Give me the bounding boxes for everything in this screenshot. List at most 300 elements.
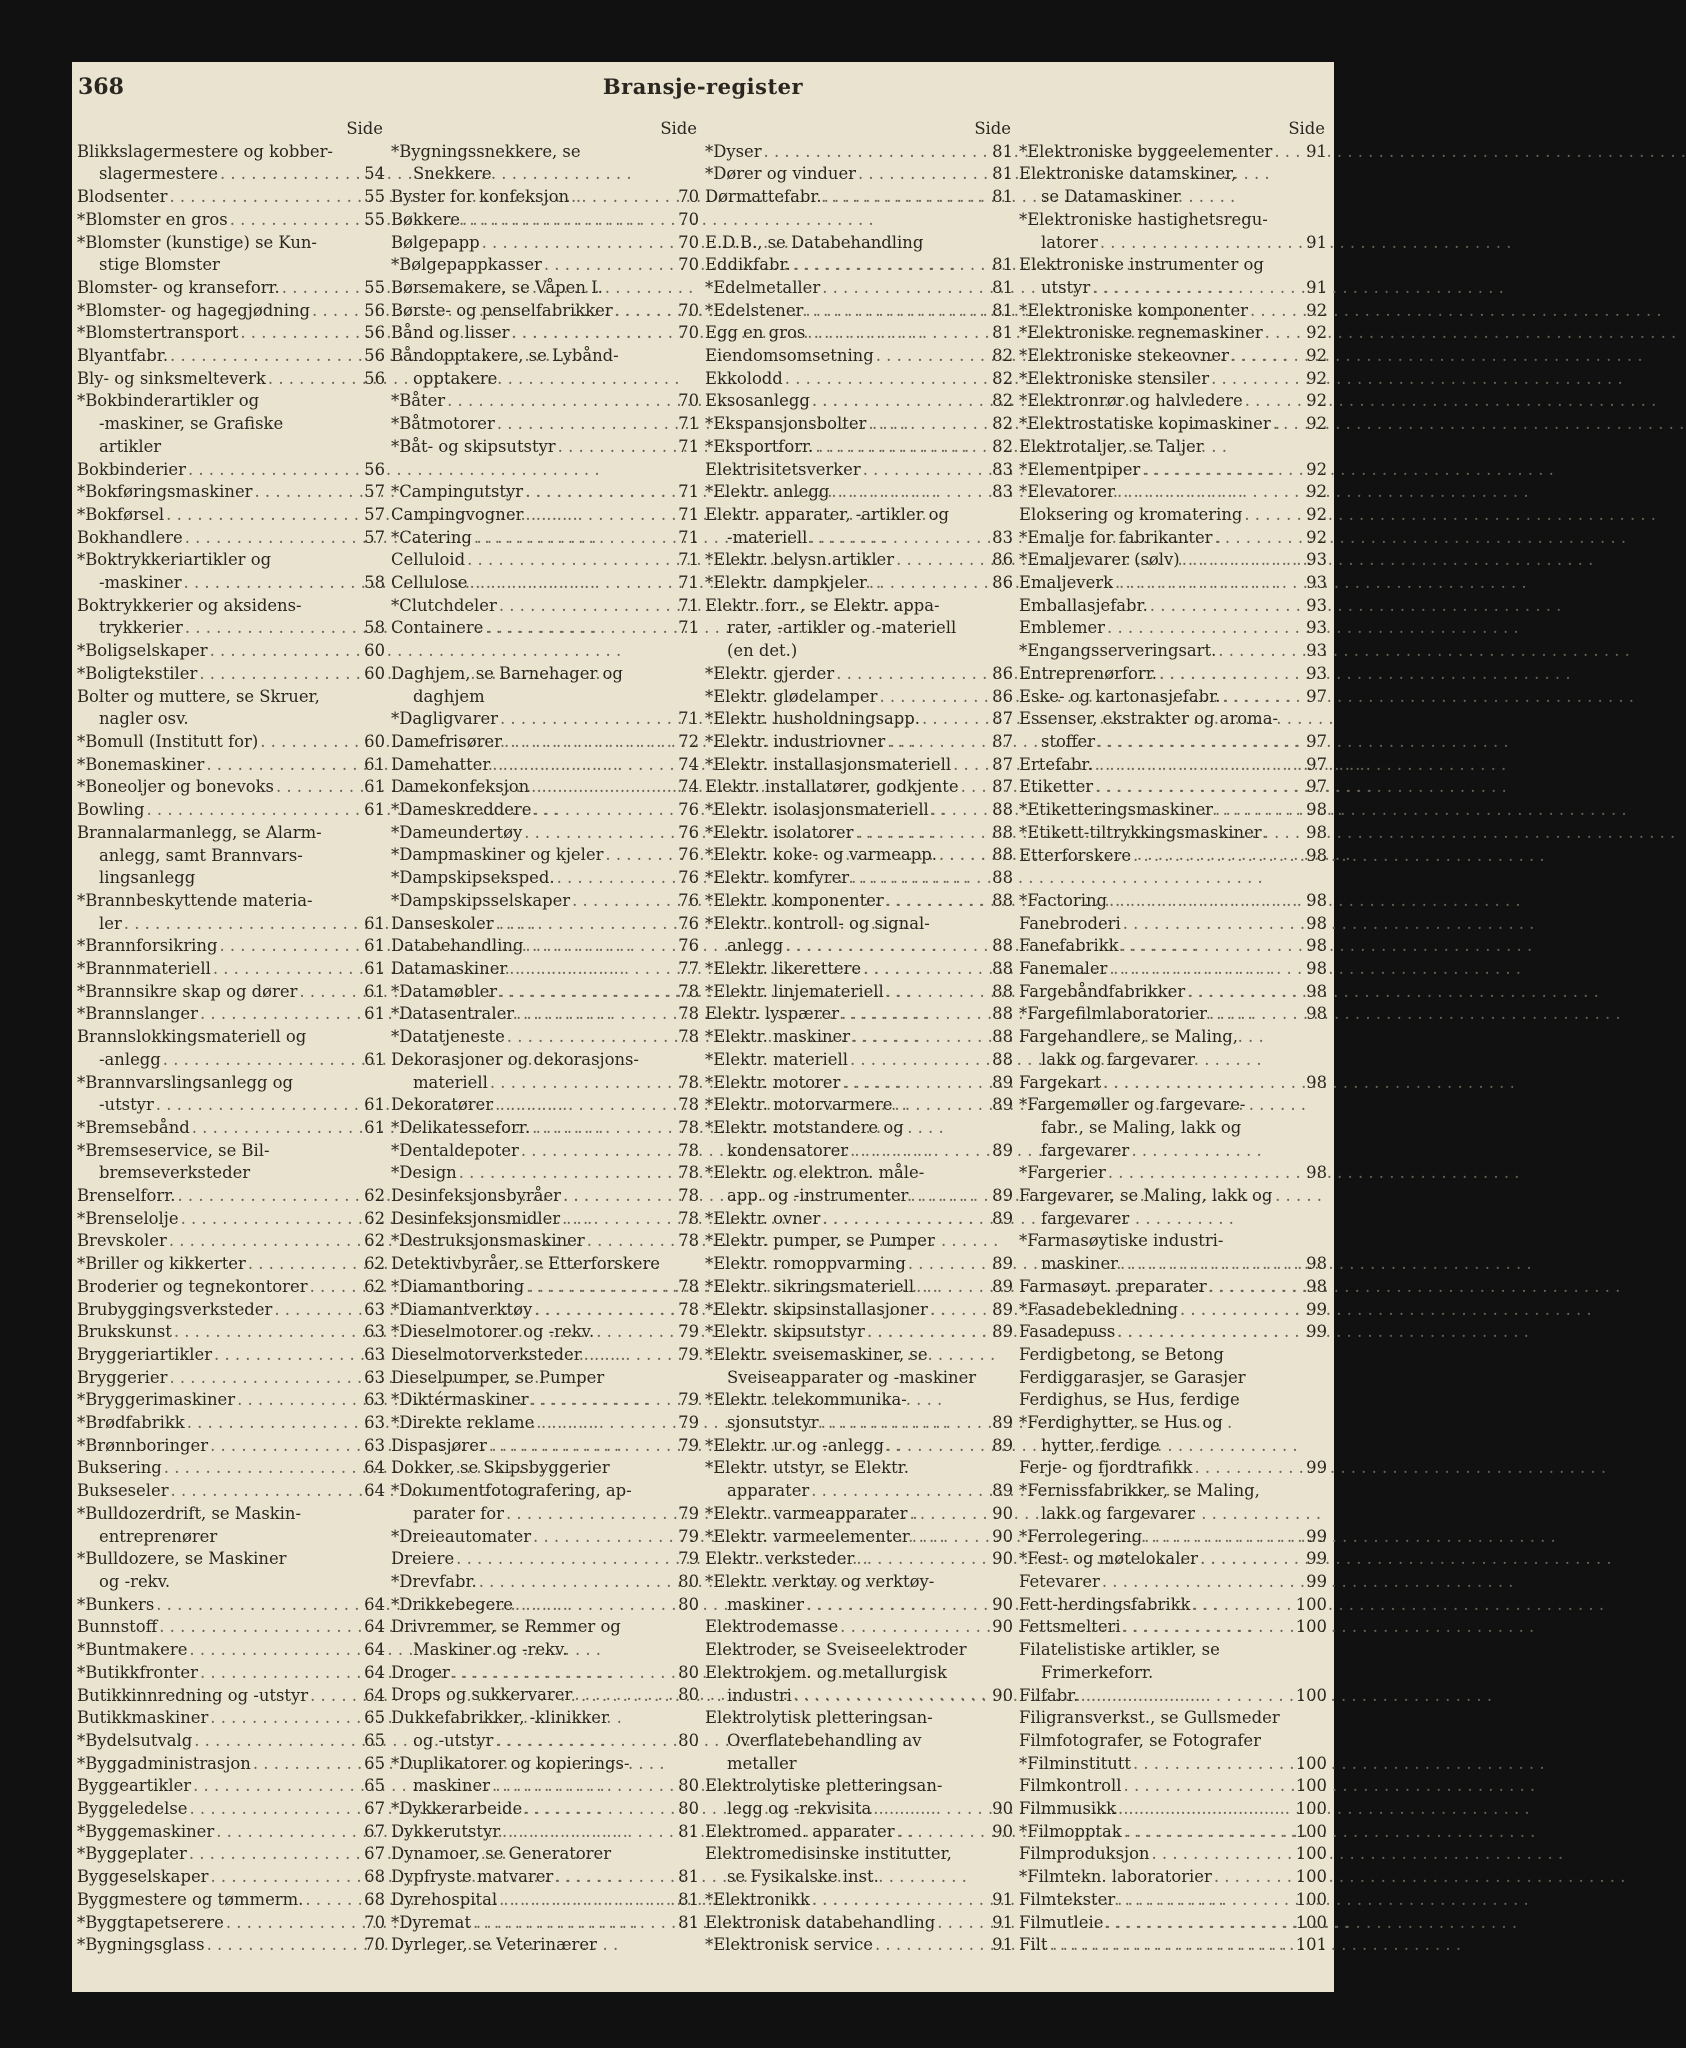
entry-page: 98 [1306, 959, 1327, 978]
entry-label: legg og -rekvisita [727, 1799, 872, 1819]
dot-leader [562, 1208, 671, 1231]
index-entry [705, 345, 1013, 368]
entry-label: Bunnstoff [77, 1617, 158, 1637]
entry-page: 79 [678, 1549, 699, 1569]
entry-label: Ekkolodd [705, 368, 783, 388]
dot-leader [169, 1230, 357, 1253]
entry-label: *Bydelsutvalg [77, 1730, 193, 1750]
index-entry [77, 1276, 385, 1299]
entry-page: 74 [678, 777, 699, 797]
index-entry: *Elektr. sveisemaskiner, se [705, 1344, 928, 1364]
dot-leader [1211, 368, 1299, 391]
entry-label: *Delikatesseforr. [391, 1117, 531, 1137]
entry-label: *Brenselolje [77, 1208, 179, 1228]
index-entry-continuation: opptakere [413, 368, 498, 388]
dot-leader [1218, 640, 1299, 663]
index-entry [1019, 1594, 1327, 1617]
entry-page: 61 [364, 800, 385, 820]
index-entry-continuation: Maskiner og -rekv. [413, 1640, 568, 1660]
index-entry [705, 300, 1013, 323]
index-entry [1019, 935, 1327, 958]
entry-page: 68 [364, 1889, 385, 1909]
entry-label: *Elektroniske stekeovner [1019, 346, 1229, 366]
entry-label: *Boligtekstiler [77, 663, 198, 683]
index-entry [705, 1889, 1013, 1912]
dot-leader [574, 1684, 671, 1707]
index-entry [1019, 1571, 1327, 1594]
dot-leader [492, 754, 671, 777]
entry-page: 97 [1306, 777, 1327, 797]
dot-leader [842, 1072, 985, 1095]
entry-page: 78 [678, 1117, 699, 1137]
index-entry [1019, 663, 1327, 686]
entry-label: *Båtmotorer [391, 414, 495, 434]
index-entry [77, 1753, 385, 1776]
index-entry [77, 322, 385, 345]
entry-label: *Datamøbler [391, 981, 498, 1001]
index-entry [705, 1276, 1013, 1299]
entry-label: Butikkmaskiner [77, 1708, 209, 1728]
entry-page: 90 [992, 1549, 1013, 1569]
index-entry: Børsemakere, se Våpen I. [391, 277, 603, 297]
entry-label: -utstyr [99, 1095, 154, 1115]
entry-label: *Elektr. koke- og varmeapp. [705, 845, 937, 865]
entry-label: Elektr. verksteder [705, 1549, 855, 1569]
index-entry [391, 1526, 699, 1549]
entry-page: 97 [1306, 754, 1327, 774]
index-entry [391, 481, 699, 504]
entry-page: 89 [992, 1254, 1013, 1274]
index-entry [1019, 617, 1327, 640]
entry-label: *Campingutstyr [391, 482, 524, 502]
dot-leader [220, 163, 357, 186]
index-entry: *Fargemøller og fargevare- [1019, 1095, 1246, 1115]
index-column [391, 118, 699, 1957]
entry-page: 101 [1295, 1935, 1327, 1955]
index-entry-continuation: stige Blomster [99, 255, 220, 275]
index-entry [705, 1321, 1013, 1344]
dot-leader [605, 844, 671, 867]
index-entry [77, 277, 385, 300]
index-entry-continuation [391, 1503, 699, 1526]
dot-leader [836, 663, 985, 686]
entry-page: 88 [992, 1027, 1013, 1047]
entry-label: slagermestere [99, 164, 218, 184]
entry-page: 81 [678, 1889, 699, 1909]
entry-label: -maskiner [99, 573, 182, 593]
index-entry-continuation: artikler [99, 436, 162, 456]
entry-page: 71 [678, 504, 699, 524]
dot-leader [886, 1435, 985, 1458]
entry-page: 76 [678, 890, 699, 910]
entry-label: *Buntmakere [77, 1640, 188, 1660]
index-entry [391, 209, 699, 232]
entry-page: 88 [992, 959, 1013, 978]
dot-leader [509, 958, 671, 981]
dot-leader [896, 549, 985, 572]
index-entry [77, 1185, 385, 1208]
entry-page: 65 [364, 1708, 385, 1728]
entry-label: *Brannforsikring [77, 936, 218, 956]
dot-leader [1133, 845, 1299, 868]
entry-page: 88 [992, 868, 1013, 888]
entry-label: latorer [1041, 232, 1098, 252]
entry-page: 61 [364, 1049, 385, 1069]
entry-page: 76 [678, 936, 699, 956]
index-entry [705, 1253, 1013, 1276]
entry-page: 86 [992, 663, 1013, 683]
dot-leader [525, 935, 671, 958]
entry-page: 56 [364, 368, 385, 388]
dot-leader [931, 799, 985, 822]
entry-label: Filt [1019, 1935, 1048, 1955]
entry-page: 100 [1295, 1799, 1327, 1819]
dot-leader [557, 867, 671, 890]
entry-page: 80 [678, 1776, 699, 1796]
dot-leader [1250, 300, 1299, 323]
dot-leader [474, 527, 671, 550]
index-entry [391, 413, 699, 436]
dot-leader [1215, 799, 1299, 822]
index-entry [391, 844, 699, 867]
entry-page: 92 [1306, 482, 1327, 502]
index-entry [77, 1412, 385, 1435]
index-entry-continuation [705, 935, 1013, 958]
entry-label: *Bokførsel [77, 504, 165, 524]
entry-page: 70 [678, 391, 699, 411]
entry-page: 81 [992, 277, 1013, 297]
index-entry-continuation: lakk og fargevarer [1041, 1049, 1195, 1069]
entry-page: 61 [364, 777, 385, 797]
dot-leader [869, 572, 985, 595]
entry-page: 63 [364, 1344, 385, 1364]
index-entry: *Bremseservice, se Bil- [77, 1140, 270, 1160]
entry-page: 77 [678, 958, 699, 978]
index-entry: Daghjem, se Barnehager og [391, 663, 623, 683]
index-entry: *Brannbeskyttende materia- [77, 890, 313, 910]
index-entry [705, 1208, 1013, 1231]
dot-leader [525, 504, 671, 527]
index-entry [1019, 1866, 1327, 1889]
index-entry-continuation [705, 527, 1013, 550]
index-entry: Dokker, se Skipsbyggerier [391, 1458, 610, 1478]
entry-label: *Datatjeneste [391, 1027, 505, 1047]
index-entry [391, 1321, 699, 1344]
index-entry [391, 322, 699, 345]
index-entry-continuation [705, 1685, 1013, 1708]
index-entry [77, 1866, 385, 1889]
index-entry [705, 413, 1013, 436]
dot-leader [841, 1003, 985, 1026]
entry-label: *Elektr. anlegg [705, 482, 830, 502]
index-entry [705, 776, 1013, 799]
index-entry-continuation: daghjem [413, 686, 485, 706]
entry-page: 80 [678, 1571, 699, 1591]
dot-leader [531, 1389, 671, 1412]
index-entry: Elektrokjem. og metallurgisk [705, 1662, 947, 1682]
entry-label: *Diamantboring [391, 1276, 525, 1296]
entry-page: 87 [992, 777, 1013, 797]
index-entry [391, 1412, 699, 1435]
dot-leader [169, 186, 357, 209]
index-entry-continuation: Snekkere [413, 164, 492, 184]
entry-label: Campingvogner [391, 504, 524, 524]
index-entry: *Elektr. og elektron. måle- [705, 1163, 925, 1183]
index-entry-continuation: metaller [727, 1753, 797, 1773]
entry-label: *Drikkebegere [391, 1594, 513, 1614]
dot-leader [1080, 1685, 1293, 1708]
index-entry-continuation [77, 913, 385, 936]
entry-label: Fanemaler [1019, 959, 1108, 978]
entry-label: og -utstyr [413, 1730, 494, 1750]
index-entry [391, 890, 699, 913]
dot-leader [489, 1435, 671, 1458]
dot-leader [916, 1276, 985, 1299]
dot-leader [189, 1798, 357, 1821]
entry-label: *Eksportforr. [705, 436, 814, 456]
entry-label: *Emaljevarer (sølv) [1019, 550, 1180, 570]
dot-leader [524, 1798, 671, 1821]
entry-page: 55 [364, 277, 385, 297]
dot-leader [452, 1662, 671, 1685]
dot-leader [1133, 1753, 1294, 1776]
dot-leader [213, 958, 357, 981]
dot-leader [504, 731, 671, 754]
entry-page: 76 [678, 868, 699, 888]
index-entry: Elektr. apparater, -artikler og [705, 504, 950, 524]
dot-leader [193, 1775, 357, 1798]
entry-label: *Dampskipsselskaper [391, 890, 571, 910]
dot-leader [821, 1412, 985, 1435]
entry-page: 79 [678, 1390, 699, 1410]
entry-page: 78 [678, 1208, 699, 1228]
index-entry [705, 572, 1013, 595]
entry-label: anlegg [727, 936, 784, 956]
index-entry [391, 776, 699, 799]
dot-leader [879, 686, 985, 709]
index-entry [77, 1344, 385, 1367]
entry-label: *Filmtekn. laboratorier [1019, 1867, 1212, 1887]
entry-page: 98 [1306, 890, 1327, 910]
entry-page: 98 [1306, 1276, 1327, 1296]
dot-leader [850, 1140, 985, 1163]
dot-leader [166, 504, 357, 527]
entry-label: *Elektr. varmeapparater [705, 1503, 908, 1523]
entry-page: 62 [364, 1186, 385, 1206]
entry-page: 70 [678, 300, 699, 320]
entry-label: Emaljeverk [1019, 573, 1114, 593]
entry-page: 72 [678, 731, 699, 751]
index-entry: Elektrolytiske pletteringsan- [705, 1776, 943, 1796]
index-entry-continuation: rater, -artikler og -materiell [727, 618, 957, 638]
index-entry [391, 1389, 699, 1412]
dot-leader [187, 1412, 357, 1435]
index-entry [705, 254, 1013, 277]
index-entry [77, 958, 385, 981]
entry-label: *Elektroniske byggeelementer [1019, 141, 1273, 161]
index-entry: Ferdigbetong, se Betong [1019, 1344, 1224, 1364]
entry-label: Brukskunst [77, 1322, 172, 1342]
entry-page: 88 [992, 1049, 1013, 1069]
dot-leader [506, 1503, 671, 1526]
entry-label: *Elektr. materiell [705, 1049, 848, 1069]
entry-page: 97 [1306, 731, 1327, 751]
dot-leader [189, 1843, 357, 1866]
dot-leader [572, 890, 671, 913]
dot-leader [210, 640, 357, 663]
entry-page: 92 [1306, 459, 1327, 479]
index-entry [705, 141, 1013, 164]
dot-leader [268, 368, 357, 391]
dot-leader [558, 436, 671, 459]
index-entry [705, 958, 1013, 981]
entry-label: Filmkontroll [1019, 1776, 1122, 1796]
entry-label: Danseskoler [391, 913, 494, 933]
index-entry [1019, 322, 1327, 345]
entry-label: Damehatter [391, 754, 491, 774]
entry-page: 98 [1306, 1163, 1327, 1183]
index-entry: *Elektr. telekommunika- [705, 1390, 907, 1410]
index-entry [705, 731, 1013, 754]
entry-page: 79 [678, 1503, 699, 1523]
entry-label: apparater [727, 1481, 810, 1501]
dot-leader [794, 1685, 985, 1708]
dot-leader [793, 254, 985, 277]
entry-label: *Elektroniske regnemaskiner [1019, 323, 1263, 343]
entry-label: Byggeledelse [77, 1799, 188, 1819]
index-entry-continuation: anlegg, samt Brannvars- [99, 845, 303, 865]
entry-label: Datamaskiner [391, 958, 508, 978]
index-entry [77, 1934, 385, 1957]
entry-label: Bukseseler [77, 1481, 169, 1501]
dot-leader [886, 981, 985, 1004]
entry-page: 62 [364, 1276, 385, 1296]
index-entry [705, 1821, 1013, 1844]
index-entry: Bolter og muttere, se Skruer, [77, 686, 320, 706]
dot-leader [534, 1299, 671, 1322]
index-entry [705, 1934, 1013, 1957]
entry-page: 70 [364, 1935, 385, 1955]
entry-label: *Dører og vinduer [705, 164, 856, 184]
entry-label: *Diktérmaskiner [391, 1390, 529, 1410]
entry-page: 65 [364, 1776, 385, 1796]
entry-page: 88 [992, 981, 1013, 1001]
dot-leader [499, 1889, 671, 1912]
entry-label: *Fargerier [1019, 1163, 1106, 1183]
index-entry [77, 1616, 385, 1639]
entry-label: *Factoring [1019, 890, 1107, 910]
entry-page: 98 [1306, 800, 1327, 820]
index-entry-continuation: lingsanlegg [99, 868, 196, 888]
index-entry-continuation [1019, 277, 1327, 300]
entry-page: 86 [992, 686, 1013, 706]
dot-leader [146, 799, 357, 822]
index-entry-continuation [77, 163, 385, 186]
dot-leader [1102, 1571, 1299, 1594]
index-entry [391, 1684, 699, 1707]
entry-page: 71 [678, 436, 699, 456]
entry-label: *Dameskreddere [391, 800, 532, 820]
index-entry [77, 935, 385, 958]
entry-page: 89 [992, 1186, 1013, 1206]
dot-leader [525, 481, 671, 504]
entry-page: 64 [364, 1640, 385, 1660]
index-entry: *Elektr. pumper, se Pumper [705, 1231, 935, 1251]
entry-page: 60 [364, 663, 385, 683]
index-entry-continuation [1019, 731, 1327, 754]
dot-leader [1117, 1889, 1294, 1912]
dot-leader [189, 1639, 357, 1662]
entry-page: 99 [1306, 1571, 1327, 1591]
dot-leader [479, 1571, 671, 1594]
index-entry: Ferdiggarasjer, se Garasjer [1019, 1367, 1246, 1387]
entry-page: 64 [364, 1662, 385, 1682]
entry-label: *Edelstener [705, 300, 804, 320]
entry-label: Dørmattefabr. [705, 187, 822, 207]
entry-page: 63 [364, 1413, 385, 1433]
entry-page: 78 [678, 1276, 699, 1296]
index-entry [391, 935, 699, 958]
entry-page: 76 [678, 822, 699, 842]
index-entry [391, 754, 699, 777]
entry-page: 87 [992, 731, 1013, 751]
entry-page: 81 [678, 1912, 699, 1932]
entry-page: 92 [1306, 414, 1327, 434]
entry-page: 100 [1295, 1821, 1327, 1841]
dot-leader [822, 277, 985, 300]
entry-page: 89 [992, 1481, 1013, 1501]
index-entry [1019, 595, 1327, 618]
entry-label: *Dampskipseksped. [391, 868, 555, 888]
dot-leader [184, 572, 357, 595]
entry-page: 92 [1306, 504, 1327, 524]
entry-label: *Datasentraler [391, 1004, 515, 1024]
entry-label: *Dreieautomater [391, 1526, 532, 1546]
entry-label: *Bonemaskiner [77, 754, 205, 774]
index-entry: *Elektr. kontroll- og signal- [705, 913, 930, 933]
entry-label: Børste- og penselfabrikker [391, 300, 613, 320]
entry-label: *Byggadministrasjon [77, 1753, 251, 1773]
entry-label: Farmasøyt. preparater [1019, 1276, 1207, 1296]
entry-label: *Elektronrør og halvledere [1019, 391, 1243, 411]
entry-label: *Dameundertøy [391, 822, 523, 842]
index-entry [1019, 1299, 1327, 1322]
entry-label: *Catering [391, 527, 472, 547]
entry-label: *Bomull (Institutt for) [77, 731, 259, 751]
entry-label: Brevskoler [77, 1231, 167, 1251]
dot-leader [939, 844, 985, 867]
entry-page: 74 [678, 754, 699, 774]
index-page [72, 62, 1334, 1992]
index-entry: *Bygningssnekkere, se [391, 141, 581, 161]
index-entry [77, 1730, 385, 1753]
entry-label: *Elektr. belysn.artikler [705, 550, 895, 570]
entry-page: 64 [364, 1594, 385, 1614]
entry-page: 89 [992, 1299, 1013, 1319]
entry-page: 56 [364, 323, 385, 343]
index-entry [391, 708, 699, 731]
entry-label: *Clutchdeler [391, 595, 497, 615]
entry-label: industri [727, 1685, 792, 1705]
index-entry-continuation: -maskiner, se Grafiske [99, 414, 284, 434]
dot-leader [194, 1730, 357, 1753]
index-entry: *Bulldozere, se Maskiner [77, 1549, 287, 1569]
entry-label: *Elektr. industriovner [705, 731, 886, 751]
dot-leader [1194, 1457, 1299, 1480]
entry-label: *Byggemaskiner [77, 1821, 215, 1841]
entry-page: 100 [1295, 1753, 1327, 1773]
dot-leader [909, 1503, 985, 1526]
